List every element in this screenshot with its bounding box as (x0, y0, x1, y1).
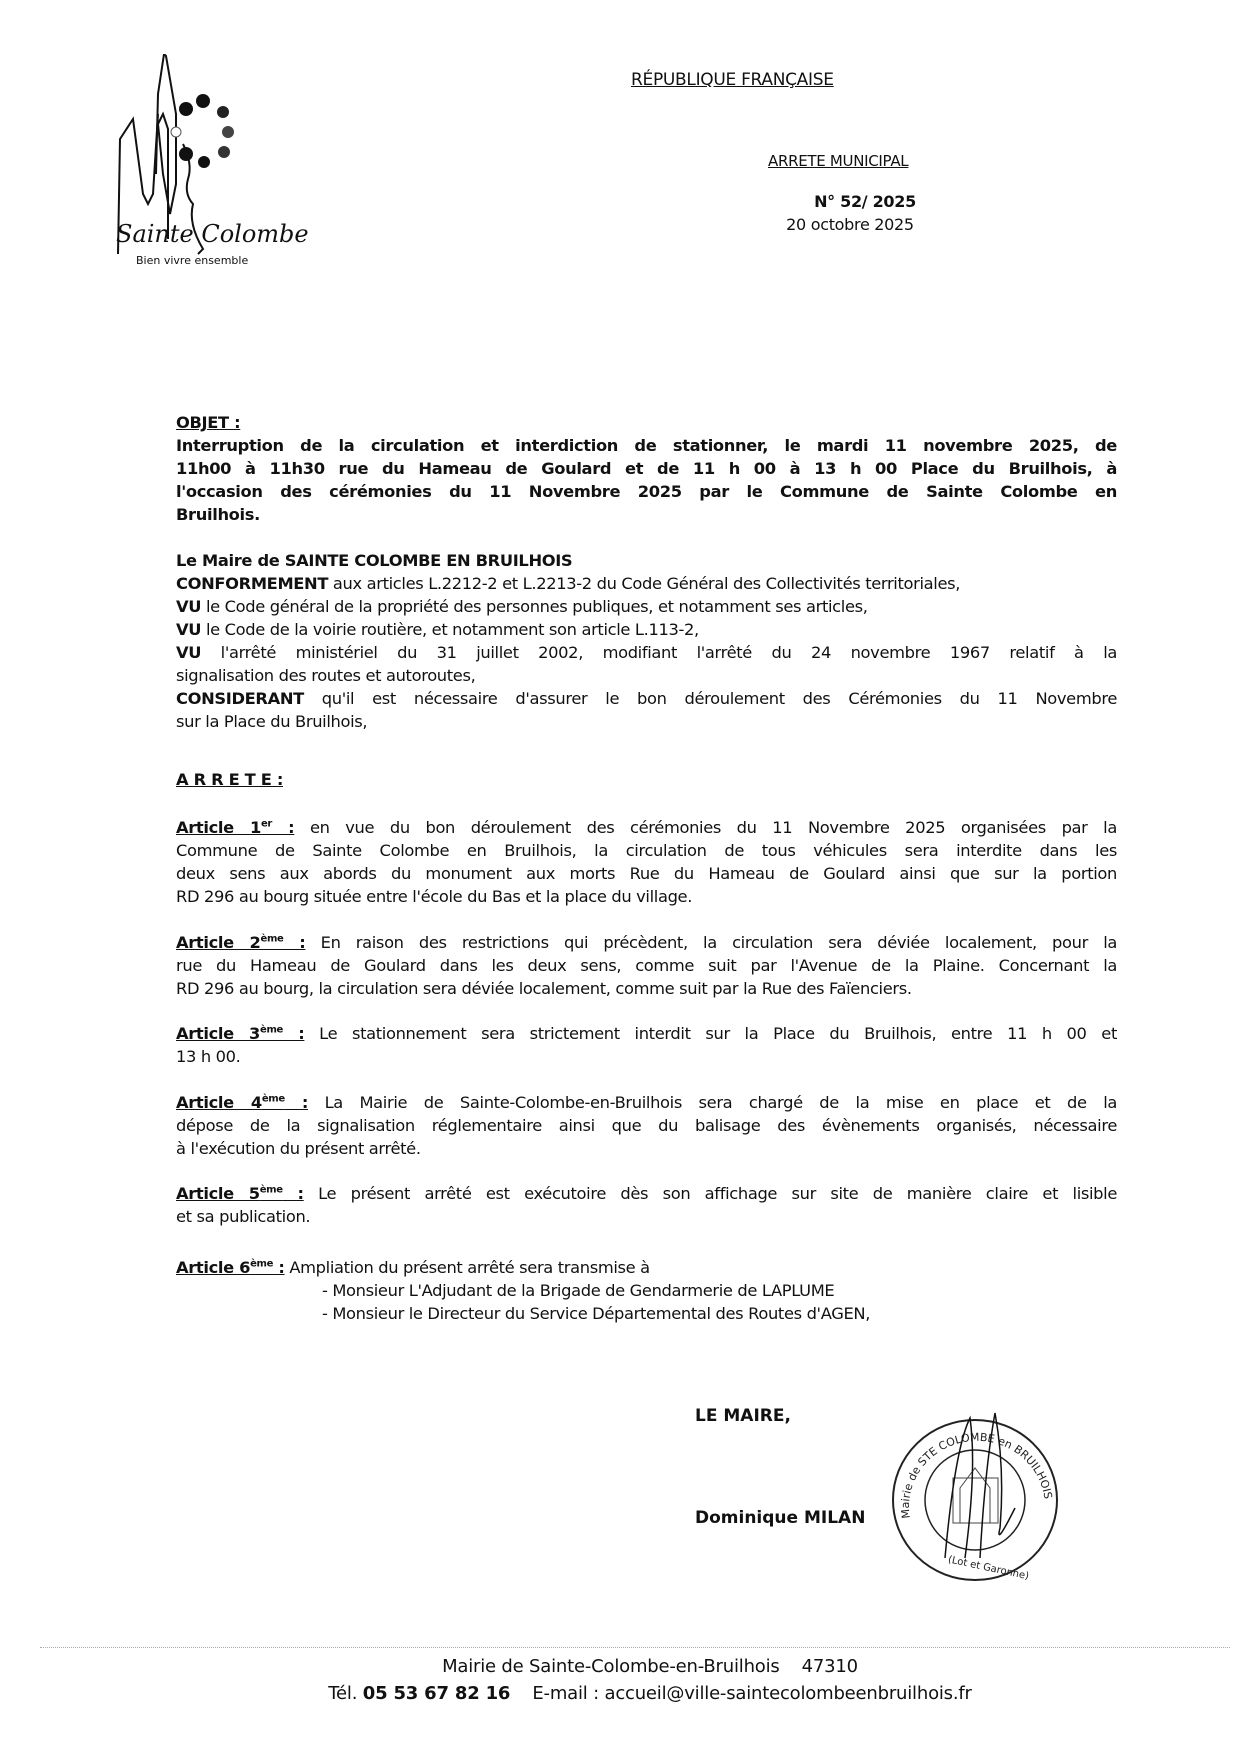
article-line (176, 839, 1117, 862)
arrete-heading (176, 768, 1117, 791)
article-line (176, 885, 1117, 908)
document-type: ARRETE MUNICIPAL (768, 152, 909, 170)
official-stamp (885, 1408, 1065, 1588)
clause-text: qu'il est nécessaire d'assurer le bon déroulement des Cérémonies du 11 Novembre (303, 689, 1117, 708)
email-link[interactable]: accueil@ville-saintecolombeenbruilhois.fr (604, 1683, 972, 1704)
preamble-clause-line (176, 710, 1117, 733)
decree-number: N° 52/ 2025 (814, 192, 916, 211)
objet-line: l'occasion des cérémonies du 11 Novembre 2025 par le Commune de Sainte Colombe en (176, 482, 1117, 501)
clause-text: le Code de la voirie routière, et notamment son article L.113-2, (201, 620, 699, 639)
footer-contact (0, 1683, 1240, 1704)
article-separator: : (271, 818, 295, 837)
article-line (176, 862, 1117, 885)
article-ordinal: ème (260, 933, 284, 945)
article-ordinal: er (260, 818, 272, 830)
article-line (176, 1182, 1117, 1205)
clause-text: aux articles L.2212-2 et L.2213-2 du Code Général des Collectivités territoriales, (328, 574, 961, 593)
article-text: deux sens aux abords du monument aux morts Rue du Hameau de Goulard ainsi que sur la portion (176, 864, 1117, 883)
clause-text: sur la Place du Bruilhois, (176, 712, 368, 731)
objet-line: 11h00 à 11h30 rue du Hameau de Goulard et de 11 h 00 à 13 h 00 Place du Bruilhois, à (176, 459, 1117, 478)
article-text: à l'exécution du présent arrêté. (176, 1139, 421, 1158)
article-text: Ampliation du présent arrêté sera transmise à (284, 1258, 650, 1277)
article-text: Le stationnement sera strictement interdit sur la Place du Bruilhois, entre 11 h 00 et (304, 1024, 1118, 1043)
article-number: Article 2 (176, 933, 261, 952)
article-text: La Mairie de Sainte-Colombe-en-Bruilhois sera chargé de la mise en place et de la (308, 1093, 1117, 1112)
clause-keyword: CONSIDERANT (176, 689, 304, 708)
article-text: RD 296 au bourg, la circulation sera déviée localement, comme suit par la Rue des Faïenciers. (176, 979, 912, 998)
article-separator: : (273, 1258, 285, 1277)
article-ordinal: ème (260, 1024, 283, 1036)
article-line (176, 1205, 1117, 1228)
article-text: en vue du bon déroulement des cérémonies du 11 Novembre 2025 organisées par la (294, 818, 1117, 837)
objet-label (176, 411, 1117, 434)
article-separator: : (284, 1093, 309, 1112)
article-separator: : (283, 933, 306, 952)
article-number: Article 6 (176, 1258, 251, 1277)
tel-label: Tél. (328, 1683, 363, 1704)
article-line (176, 816, 1117, 839)
article-label (176, 1258, 285, 1277)
objet-line: Bruilhois. (176, 505, 260, 524)
clause-text: le Code général de la propriété des personnes publiques, et notamment ses articles, (201, 597, 868, 616)
phone-number[interactable]: 05 53 67 82 16 (362, 1683, 511, 1704)
clause-keyword: VU (176, 597, 202, 616)
article-text: et sa publication. (176, 1207, 311, 1226)
article-ordinal: ème (261, 1093, 285, 1105)
clause-text: signalisation des routes et autoroutes, (176, 666, 476, 685)
article-ordinal: ème (250, 1258, 274, 1270)
article-label (176, 1184, 304, 1203)
article-text: Commune de Sainte Colombe en Bruilhois, la circulation de tous véhicules sera interdite dans les (176, 841, 1117, 860)
article-number: Article 5 (176, 1184, 260, 1203)
republic-heading: RÉPUBLIQUE FRANÇAISE (631, 70, 834, 90)
preamble-clause-line (176, 618, 1117, 641)
objet-label-text: OBJET : (176, 413, 241, 432)
article-text: 13 h 00. (176, 1047, 241, 1066)
email-label: E-mail : (510, 1683, 605, 1704)
article-number: Article 4 (176, 1093, 262, 1112)
article-separator: : (282, 1024, 305, 1043)
preamble-clause-line (176, 595, 1117, 618)
article-line (176, 1022, 1117, 1045)
article-text: RD 296 au bourg située entre l'école du Bas et la place du village. (176, 887, 693, 906)
article-text: En raison des restrictions qui précèdent, la circulation sera déviée localement, pour la (305, 933, 1117, 952)
article-ordinal: ème (259, 1184, 283, 1196)
article-label (176, 933, 305, 952)
decree-date: 20 octobre 2025 (786, 215, 914, 234)
signature-title: LE MAIRE, (695, 1406, 791, 1426)
article-text: rue du Hameau de Goulard dans les deux sens, comme suit par l'Avenue de la Plaine. Concernant la (176, 956, 1117, 975)
article-line (176, 954, 1117, 977)
logo-tagline: Bien vivre ensemble (136, 254, 249, 267)
recipient-line: - Monsieur le Directeur du Service Départemental des Routes d'AGEN, (322, 1304, 871, 1323)
clause-text: l'arrêté ministériel du 31 juillet 2002, modifiant l'arrêté du 24 novembre 1967 relatif à la (201, 643, 1117, 662)
article-label (176, 1024, 304, 1043)
article-line (176, 1091, 1117, 1114)
article-text: Le présent arrêté est exécutoire dès son affichage sur site de manière claire et lisible (303, 1184, 1118, 1203)
svg-text:(Lot et Garonne): (Lot et Garonne) (946, 1554, 1030, 1583)
mayor-name: Dominique MILAN (695, 1508, 866, 1528)
preamble-clause-line (176, 687, 1117, 710)
article-label (176, 1093, 308, 1112)
recipient-line: - Monsieur L'Adjudant de la Brigade de Gendarmerie de LAPLUME (322, 1281, 835, 1300)
article-line (176, 1137, 1117, 1160)
preamble-clause-line (176, 664, 1117, 687)
municipal-logo (108, 54, 318, 294)
stamp-seal-icon (885, 1408, 1065, 1588)
preamble-clause-line (176, 641, 1117, 664)
clause-keyword: VU (176, 620, 202, 639)
article-line (176, 931, 1117, 954)
logo-name: Sainte Colombe (116, 220, 309, 248)
preamble-clause-line (176, 572, 1117, 595)
clause-keyword: VU (176, 643, 202, 662)
article-line (176, 1114, 1117, 1137)
article-line (176, 1045, 1117, 1068)
arrete-label: A R R E T E : (176, 770, 283, 789)
clause-keyword: CONFORMEMENT (176, 574, 329, 593)
footer-divider (40, 1647, 1230, 1648)
svg-text:Mairie de STE COLOMBE en BRUIL: Mairie de STE COLOMBE en BRUILHOIS (898, 1430, 1055, 1520)
article-label (176, 818, 294, 837)
article-line (176, 977, 1117, 1000)
article-number: Article 1 (176, 818, 261, 837)
article-line (176, 1256, 1117, 1279)
article-separator: : (282, 1184, 304, 1203)
preamble-title: Le Maire de SAINTE COLOMBE EN BRUILHOIS (176, 551, 573, 570)
article-text: dépose de la signalisation réglementaire ainsi que du balisage des évènements organisés, nécessaire (176, 1116, 1117, 1135)
objet-line: Interruption de la circulation et interdiction de stationner, le mardi 11 novembre 2025, de (176, 436, 1117, 455)
footer-address: Mairie de Sainte-Colombe-en-Bruilhois 47310 (442, 1656, 858, 1677)
article-number: Article 3 (176, 1024, 261, 1043)
